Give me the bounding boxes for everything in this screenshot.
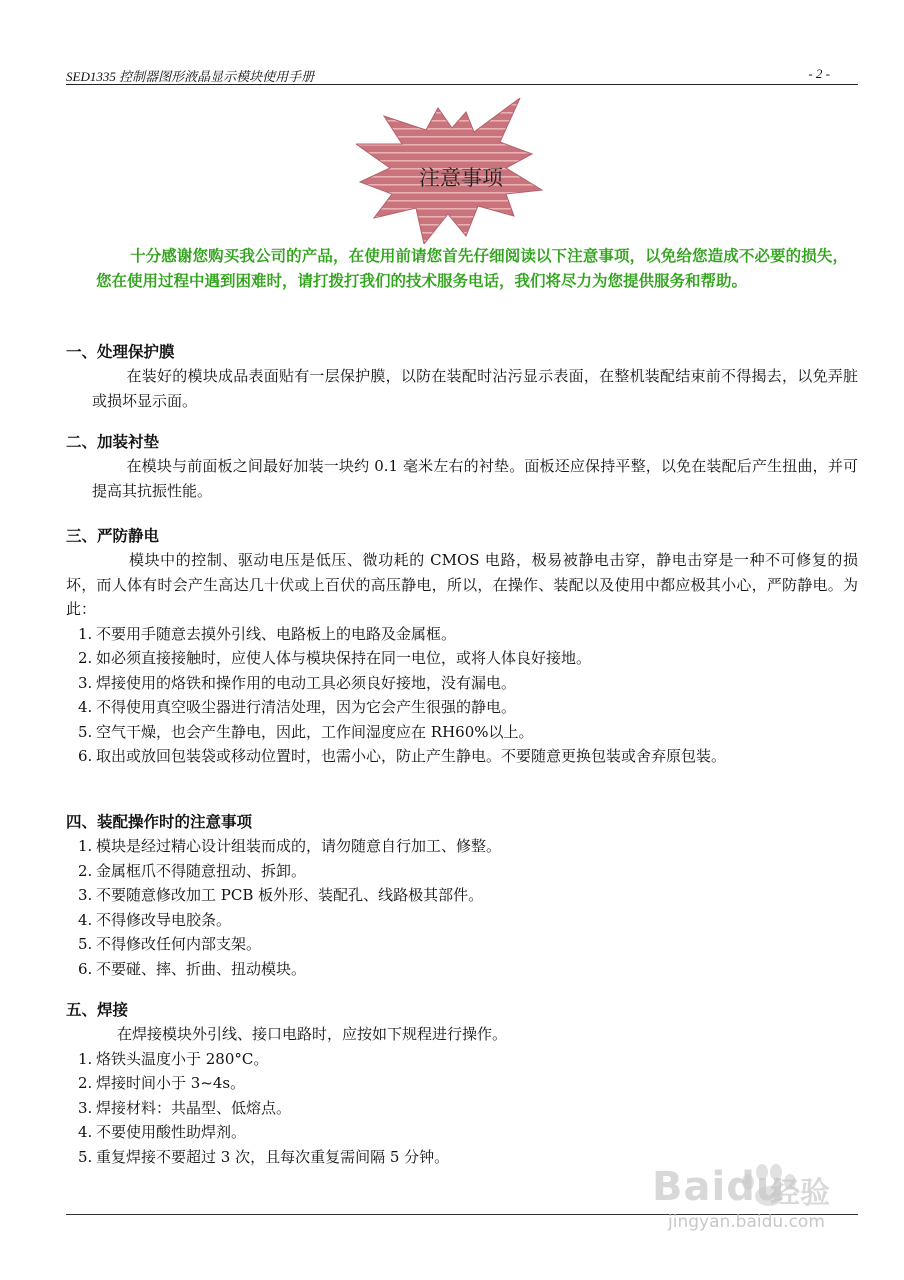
section-paragraph: 在模块与前面板之间最好加装一块约 0.1 毫米左右的衬垫。面板还应保持平整，以免在装配后产生扭曲，并可提高其抗振性能。 bbox=[92, 457, 858, 500]
section-title: 二、加装衬垫 bbox=[66, 432, 160, 451]
section-protective-film bbox=[66, 340, 858, 413]
section-title: 三、严防静电 bbox=[66, 526, 160, 545]
item-text: 不得修改任何内部支架。 bbox=[96, 935, 262, 953]
page-header bbox=[66, 66, 858, 85]
item-text: 烙铁头温度小于 280°C。 bbox=[96, 1049, 269, 1068]
list-item bbox=[78, 1120, 858, 1145]
item-number: 3. bbox=[78, 1098, 93, 1117]
notice-title: 注意事项 bbox=[419, 166, 503, 190]
list-item bbox=[78, 744, 858, 769]
item-number: 6. bbox=[78, 747, 93, 765]
section-paragraph: 在焊接模块外引线、接口电路时，应按如下规程进行操作。 bbox=[117, 1025, 508, 1043]
watermark-brand-du: du bbox=[726, 1164, 786, 1210]
soldering-list bbox=[66, 1047, 858, 1170]
item-number: 4. bbox=[78, 698, 93, 716]
section-antistatic bbox=[66, 524, 858, 769]
intro-notice bbox=[96, 243, 848, 293]
page-number: - 2 - bbox=[808, 66, 830, 81]
item-text: 不得修改导电胶条。 bbox=[96, 910, 232, 929]
item-text: 不要用手随意去摸外引线、电路板上的电路及金属框。 bbox=[96, 624, 457, 643]
item-number: 5. bbox=[78, 722, 93, 741]
section-soldering bbox=[66, 998, 858, 1169]
item-text: 不要随意修改加工 PCB 板外形、装配孔、线路极其部件。 bbox=[96, 886, 484, 904]
item-number: 5. bbox=[78, 935, 93, 953]
item-number: 1. bbox=[78, 837, 93, 855]
watermark-brand bbox=[652, 1164, 785, 1210]
item-text: 空气干燥，也会产生静电，因此，工作间湿度应在 RH60%以上。 bbox=[96, 722, 534, 741]
item-number: 6. bbox=[78, 959, 93, 978]
list-item bbox=[78, 957, 858, 982]
item-text: 模块是经过精心设计组装而成的，请勿随意自行加工、修整。 bbox=[96, 837, 502, 855]
item-number: 1. bbox=[78, 624, 93, 643]
item-number: 2. bbox=[78, 861, 93, 880]
assembly-list bbox=[66, 834, 858, 981]
list-item bbox=[78, 1096, 858, 1121]
section-gasket bbox=[66, 430, 858, 503]
item-text: 焊接材料：共晶型、低熔点。 bbox=[96, 1098, 292, 1117]
item-number: 4. bbox=[78, 1123, 93, 1141]
section-paragraph: 模块中的控制、驱动电压是低压、微功耗的 CMOS 电路，极易被静电击穿，静电击穿是一种不可修复的损坏，而人体有时会产生高达几十伏或上百伏的高压静电，所以，在操作、装配以及使用中都应极其小心，严防静电。为此： bbox=[66, 551, 858, 618]
section-paragraph: 在装好的模块成品表面贴有一层保护膜，以防在装配时沾污显示表面，在整机装配结束前不得揭去，以免弄脏或损坏显示面。 bbox=[92, 367, 858, 410]
section-title: 一、处理保护膜 bbox=[66, 342, 175, 361]
list-item bbox=[78, 720, 858, 745]
item-text: 不得使用真空吸尘器进行清洁处理，因为它会产生很强的静电。 bbox=[96, 698, 517, 716]
antistatic-list bbox=[66, 622, 858, 769]
item-number: 2. bbox=[78, 649, 93, 667]
list-item bbox=[78, 1071, 858, 1096]
list-item bbox=[78, 646, 858, 671]
section-assembly bbox=[66, 810, 858, 981]
watermark-cn: 经验 bbox=[770, 1176, 830, 1211]
list-item bbox=[78, 1047, 858, 1072]
manual-title: SED1335 控制器图形液晶显示模块使用手册 bbox=[66, 69, 315, 84]
item-number: 4. bbox=[78, 910, 93, 929]
item-number: 3. bbox=[78, 886, 93, 904]
intro-text: 十分感谢您购买我公司的产品，在使用前请您首先仔细阅读以下注意事项，以免给您造成不必要的损失，您在使用过程中遇到困难时，请打拨打我们的技术服务电话，我们将尽力为您提供服务和帮助。 bbox=[96, 246, 848, 290]
item-number: 3. bbox=[78, 673, 93, 692]
item-text: 焊接使用的烙铁和操作用的电动工具必须良好接地，没有漏电。 bbox=[96, 673, 517, 692]
watermark-brand-bai: Bai bbox=[652, 1164, 727, 1210]
item-number: 2. bbox=[78, 1074, 93, 1092]
list-item bbox=[78, 695, 858, 720]
list-item bbox=[78, 859, 858, 884]
list-item bbox=[78, 908, 858, 933]
item-number: 5. bbox=[78, 1147, 93, 1166]
item-text: 金属框爪不得随意扭动、拆卸。 bbox=[96, 861, 307, 880]
list-item bbox=[78, 622, 858, 647]
item-text: 取出或放回包装袋或移动位置时，也需小心，防止产生静电。不要随意更换包装或舍弃原包装。 bbox=[96, 747, 727, 765]
section-title: 五、焊接 bbox=[66, 1000, 129, 1019]
item-number: 1. bbox=[78, 1049, 93, 1068]
item-text: 不要使用酸性助焊剂。 bbox=[96, 1123, 247, 1141]
list-item bbox=[78, 932, 858, 957]
list-item bbox=[78, 834, 858, 859]
watermark-url: jingyan.baidu.com bbox=[668, 1212, 825, 1232]
item-text: 重复焊接不要超过 3 次，且每次重复需间隔 5 分钟。 bbox=[96, 1147, 450, 1166]
list-item bbox=[78, 883, 858, 908]
list-item bbox=[78, 671, 858, 696]
item-text: 焊接时间小于 3~4s。 bbox=[96, 1074, 246, 1092]
item-text: 如必须直接接触时，应使人体与模块保持在同一电位，或将人体良好接地。 bbox=[96, 649, 592, 667]
section-title: 四、装配操作时的注意事项 bbox=[66, 812, 253, 831]
item-text: 不要碰、摔、折曲、扭动模块。 bbox=[96, 959, 307, 978]
